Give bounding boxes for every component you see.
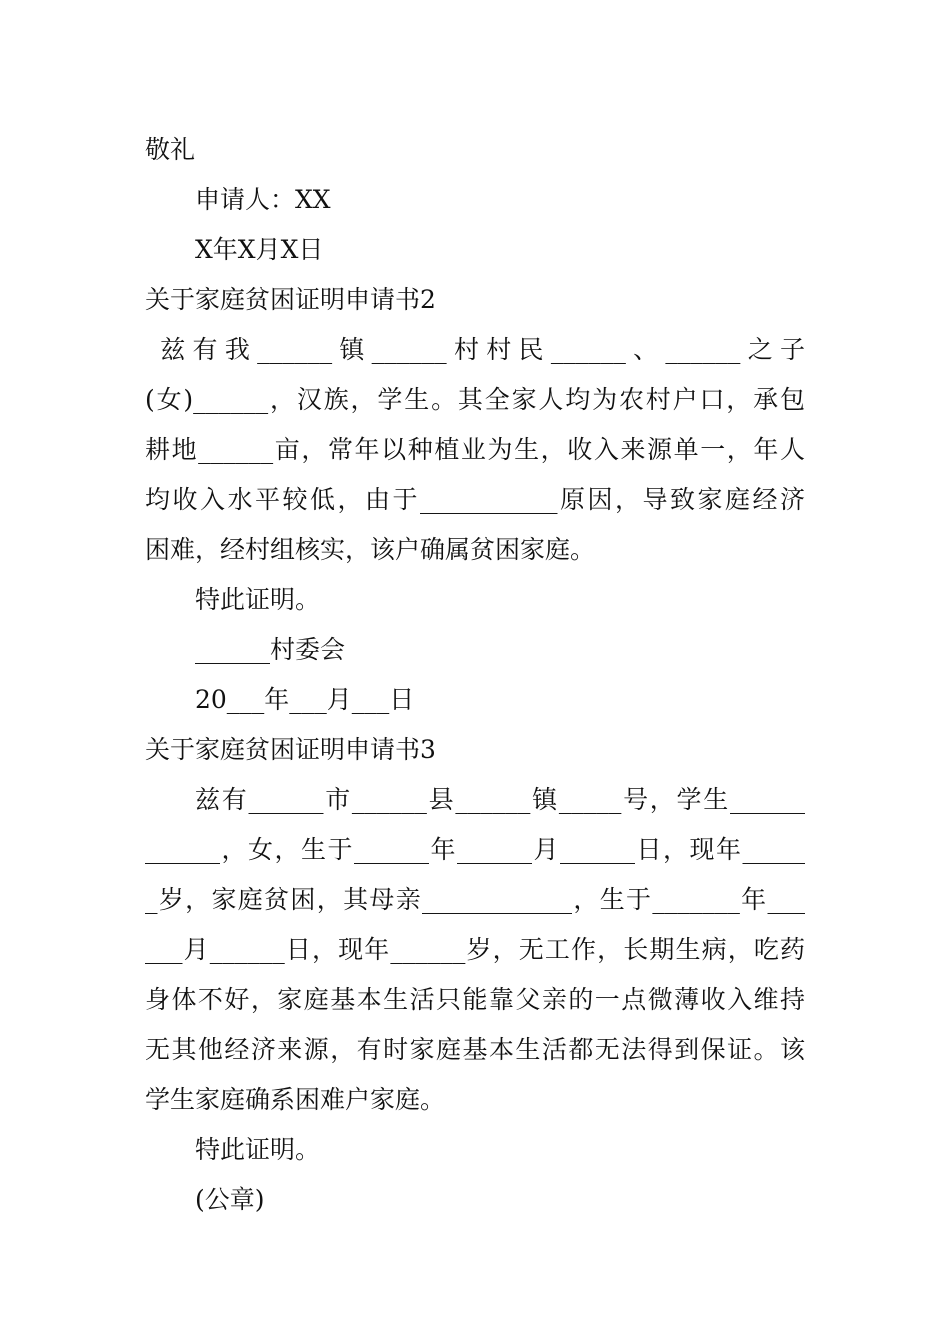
section-2-signer: ______村委会 [195,635,346,664]
section-3-body-line: 身体不好，家庭基本生活只能靠父亲的一点微薄收入维持 [145,985,805,1014]
section-3-body-line: 学生家庭确系困难户家庭。 [145,1085,446,1114]
section-3-closing: 特此证明。 [195,1135,321,1164]
section-2-body-line: 兹有我______镇______村村民______、______之子 [145,335,805,364]
section-2-body-line: 耕地______亩，常年以种植业为生，收入来源单一，年人 [145,435,805,464]
official-seal-note: (公章) [195,1185,265,1214]
section-2-body-line: (女)______，汉族，学生。其全家人均为农村户口，承包 [145,385,805,414]
section-2-body-line: 困难，经村组核实，该户确属贫困家庭。 [145,535,596,564]
date-line: X年X月X日 [195,235,324,264]
section-2-body-line: 均收入水平较低，由于___________原因，导致家庭经济 [145,485,805,514]
closing-salutation: 敬礼 [145,135,196,164]
section-2-date: 20___年___月___日 [195,685,415,714]
section-2-closing: 特此证明。 [195,585,321,614]
applicant-line: 申请人：XX [195,185,331,214]
section-3-body-line: ___月______日，现年______岁，无工作，长期生病，吃药 [145,935,805,964]
section-3-body-line: 无其他经济来源，有时家庭基本生活都无法得到保证。该 [145,1035,805,1064]
section-3-body-line: ______，女，生于______年______月______日，现年_____ [145,835,805,864]
section-3-body-line: 兹有______市______县______镇_____号，学生______ [195,785,805,814]
section-3-body-line: _岁，家庭贫困，其母亲____________，生于_______年___ [145,885,805,914]
section-3-title: 关于家庭贫困证明申请书3 [145,735,436,764]
section-2-title: 关于家庭贫困证明申请书2 [145,285,436,314]
